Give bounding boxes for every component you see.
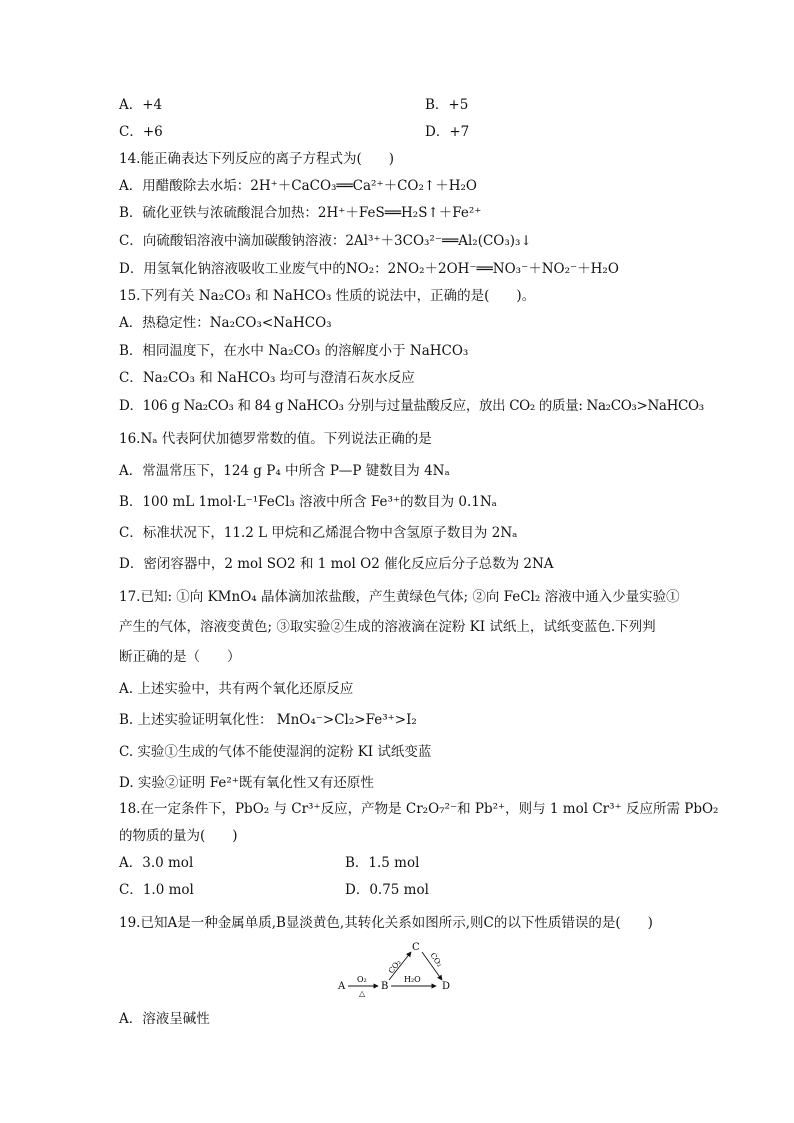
q17-stem-line2: 产生的气体，溶液变黄色; ③取实验②生成的溶液滴在淀粉 KI 试纸上，试纸变蓝色.下列判	[119, 619, 656, 635]
q13-option-b: B．+5	[425, 97, 469, 113]
q15-option-a: A．热稳定性：Na₂CO₃<NaHCO₃	[119, 315, 332, 331]
q17-option-a: A. 上述实验中，共有两个氧化还原反应	[119, 681, 354, 697]
node-b: B	[381, 981, 389, 992]
node-c: C	[412, 942, 420, 953]
q17-option-d: D. 实验②证明 Fe²⁺既有氧化性又有还原性	[119, 775, 374, 791]
q15-option-c: C．Na₂CO₃ 和 NaHCO₃ 均可与澄清石灰水反应	[119, 370, 415, 386]
label-bc-co2: CO₂	[386, 957, 403, 976]
q14-option-d: D．用氢氧化钠溶液吸收工业废气中的NO₂：2NO₂＋2OH⁻══NO₃⁻＋NO₂⁻＋H₂O	[119, 261, 619, 277]
q17-stem-line3: 断正确的是（ ）	[119, 649, 241, 665]
q18-option-c: C．1.0 mol	[119, 882, 194, 898]
q15-stem: 15.下列有关 Na₂CO₃ 和 NaHCO₃ 性质的说法中，正确的是( )。	[119, 288, 536, 304]
q14-option-a: A．用醋酸除去水垢：2H⁺＋CaCO₃══Ca²⁺＋CO₂↑＋H₂O	[119, 178, 477, 194]
q13-option-d: D．+7	[425, 124, 470, 140]
q19-option-a: A．溶液呈碱性	[119, 1011, 210, 1027]
q15-option-d: D．106 g Na₂CO₃ 和 84 g NaHCO₃ 分别与过量盐酸反应，放出 CO₂ 的质量: Na₂CO₃>NaHCO₃	[119, 398, 704, 414]
q16-option-b: B．100 mL 1mol·L⁻¹FeCl₃ 溶液中所含 Fe³⁺的数目为 0.1Nₐ	[119, 494, 497, 510]
q16-option-a: A．常温常压下，124 g P₄ 中所含 P—P 键数目为 4Nₐ	[119, 463, 450, 479]
q16-option-d: D．密闭容器中，2 mol SO2 和 1 mol O2 催化反应后分子总数为 2NA	[119, 556, 554, 572]
label-cd-co2: CO₂	[428, 950, 445, 969]
q14-option-b: B．硫化亚铁与浓硫酸混合加热：2H⁺＋FeS══H₂S↑＋Fe²⁺	[119, 205, 482, 221]
q15-option-b: B．相同温度下，在水中 Na₂CO₃ 的溶解度小于 NaHCO₃	[119, 343, 469, 359]
q17-option-b: B. 上述实验证明氧化性： MnO₄⁻>Cl₂>Fe³⁺>I₂	[119, 712, 417, 728]
conversion-diagram	[330, 940, 460, 998]
q13-option-c: C．+6	[119, 124, 163, 140]
node-d: D	[442, 981, 451, 992]
label-h2o: H₂O	[404, 975, 421, 984]
q18-option-a: A．3.0 mol	[119, 855, 194, 871]
q18-stem-line1: 18.在一定条件下，PbO₂ 与 Cr³⁺反应，产物是 Cr₂O₇²⁻和 Pb²⁺，则与 1 mol Cr³⁺ 反应所需 PbO₂	[119, 801, 719, 817]
q18-option-b: B．1.5 mol	[345, 855, 420, 871]
label-o2: O₂	[357, 975, 367, 984]
q17-stem-line1: 17.已知: ①向 KMnO₄ 晶体滴加浓盐酸，产生黄绿色气体; ②向 FeCl₂ 溶液中通入少量实验①	[119, 589, 680, 605]
q13-option-a: A．+4	[119, 97, 163, 113]
q14-stem: 14.能正确表达下列反应的离子方程式为( )	[119, 151, 395, 167]
q18-option-d: D．0.75 mol	[345, 882, 429, 898]
q17-option-c: C. 实验①生成的气体不能使湿润的淀粉 KI 试纸变蓝	[119, 744, 432, 760]
label-heat: △	[359, 989, 366, 998]
q18-stem-line2: 的物质的量为( )	[119, 828, 238, 844]
q16-stem: 16.Nₐ 代表阿伏加德罗常数的值。下列说法正确的是	[119, 431, 432, 447]
q19-stem: 19.已知A是一种金属单质,B显淡黄色,其转化关系如图所示,则C的以下性质错误的是( )	[119, 915, 653, 931]
q16-option-c: C．标准状况下，11.2 L 甲烷和乙烯混合物中含氢原子数目为 2Nₐ	[119, 525, 518, 541]
q14-option-c: C．向硫酸铝溶液中滴加碳酸钠溶液：2Al³⁺＋3CO₃²⁻══Al₂(CO₃)₃↓	[119, 233, 532, 249]
node-a: A	[338, 981, 346, 992]
